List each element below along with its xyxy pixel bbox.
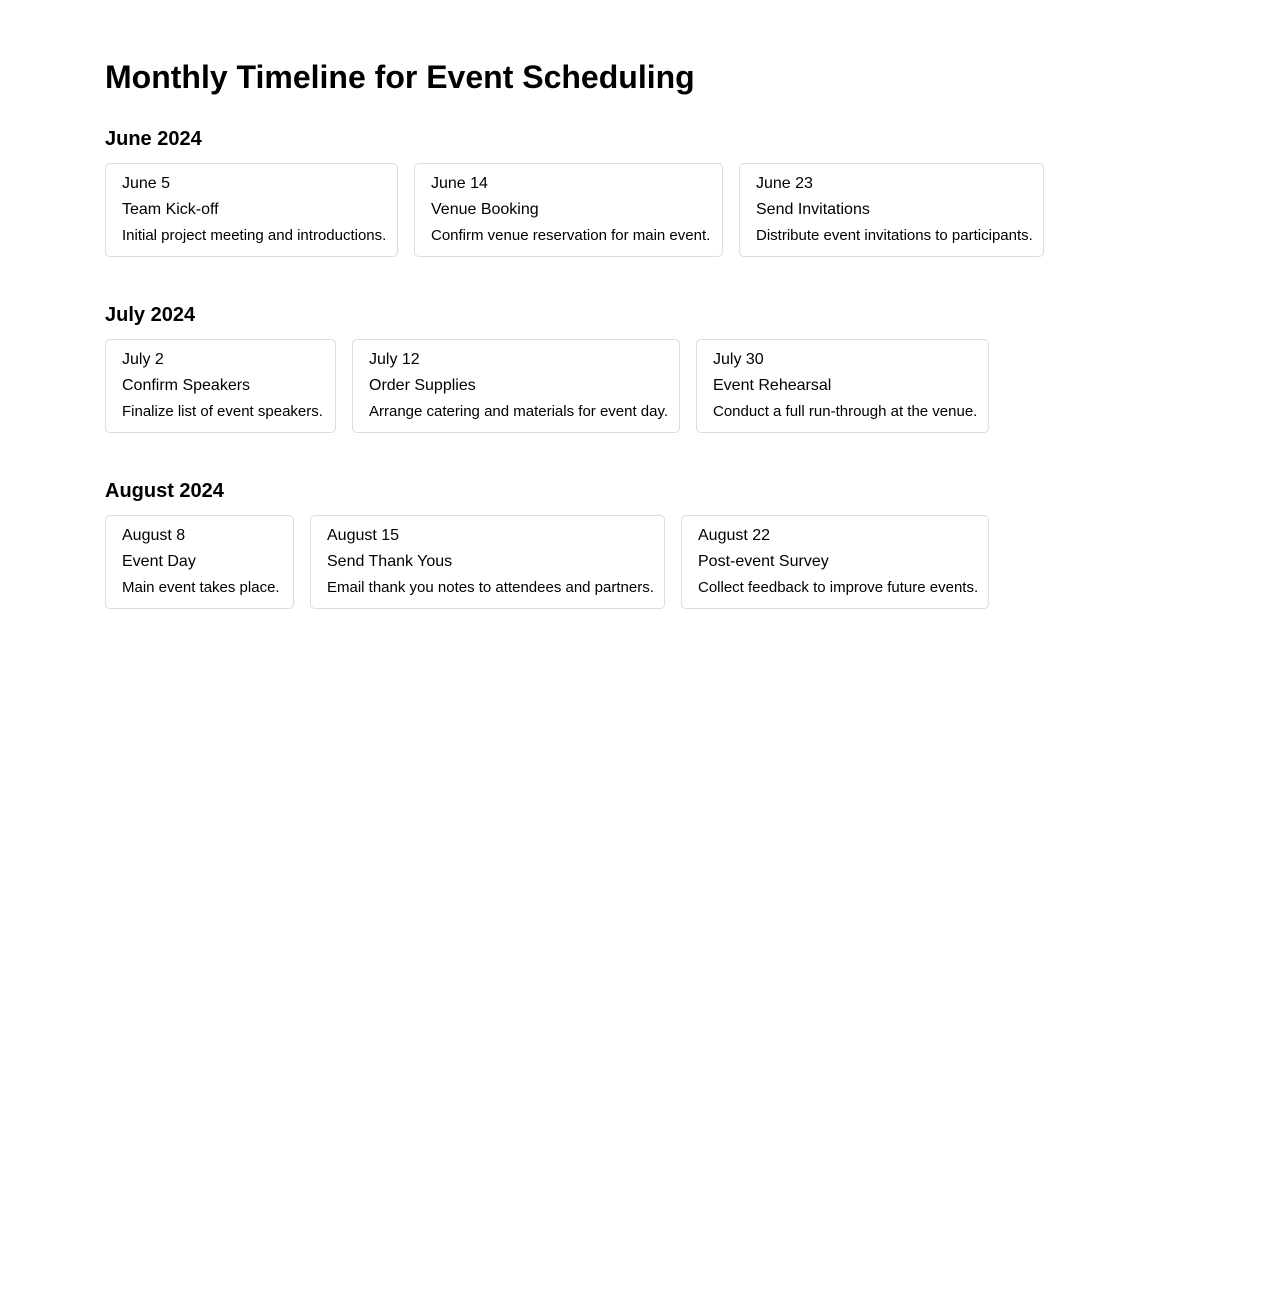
event-date: June 5 xyxy=(122,175,171,192)
event-title: Team Kick-off xyxy=(122,201,219,218)
event-description: Initial project meeting and introductions. xyxy=(122,227,387,244)
event-title: Event Day xyxy=(122,553,196,570)
event-description: Distribute event invitations to participants. xyxy=(756,227,1033,244)
event-description: Email thank you notes to attendees and partners. xyxy=(327,579,654,596)
event-card-list xyxy=(105,515,989,609)
page-title: Monthly Timeline for Event Scheduling xyxy=(105,59,695,95)
event-date: July 12 xyxy=(369,351,420,368)
event-date: August 15 xyxy=(327,527,400,544)
event-description: Conduct a full run-through at the venue. xyxy=(713,403,978,420)
event-title: Order Supplies xyxy=(369,377,476,394)
event-card xyxy=(105,515,294,609)
month-heading: July 2024 xyxy=(105,304,196,326)
event-date: July 2 xyxy=(122,351,164,368)
month-section-june xyxy=(105,128,1044,257)
event-date: July 30 xyxy=(713,351,764,368)
event-title: Confirm Speakers xyxy=(122,377,251,394)
event-card xyxy=(696,339,989,433)
event-card xyxy=(681,515,989,609)
event-description: Finalize list of event speakers. xyxy=(122,403,323,420)
month-section-july xyxy=(105,304,989,433)
event-card xyxy=(310,515,665,609)
event-card xyxy=(414,163,723,257)
event-title: Post-event Survey xyxy=(698,553,829,570)
event-date: August 22 xyxy=(698,527,771,544)
event-title: Event Rehearsal xyxy=(713,377,832,394)
event-description: Main event takes place. xyxy=(122,579,280,596)
event-title: Venue Booking xyxy=(431,201,539,218)
event-card-list xyxy=(105,339,989,433)
month-section-august xyxy=(105,480,989,609)
event-description: Collect feedback to improve future events. xyxy=(698,579,979,596)
event-title: Send Invitations xyxy=(756,201,870,218)
event-card xyxy=(739,163,1044,257)
event-title: Send Thank Yous xyxy=(327,553,453,570)
event-date: June 14 xyxy=(431,175,488,192)
month-heading: June 2024 xyxy=(105,128,202,150)
event-card xyxy=(105,163,398,257)
event-card xyxy=(352,339,680,433)
event-card-list xyxy=(105,163,1044,257)
event-date: August 8 xyxy=(122,527,186,544)
event-date: June 23 xyxy=(756,175,813,192)
event-description: Confirm venue reservation for main event. xyxy=(431,227,711,244)
month-heading: August 2024 xyxy=(105,480,224,502)
event-card xyxy=(105,339,336,433)
event-description: Arrange catering and materials for event day. xyxy=(369,403,669,420)
